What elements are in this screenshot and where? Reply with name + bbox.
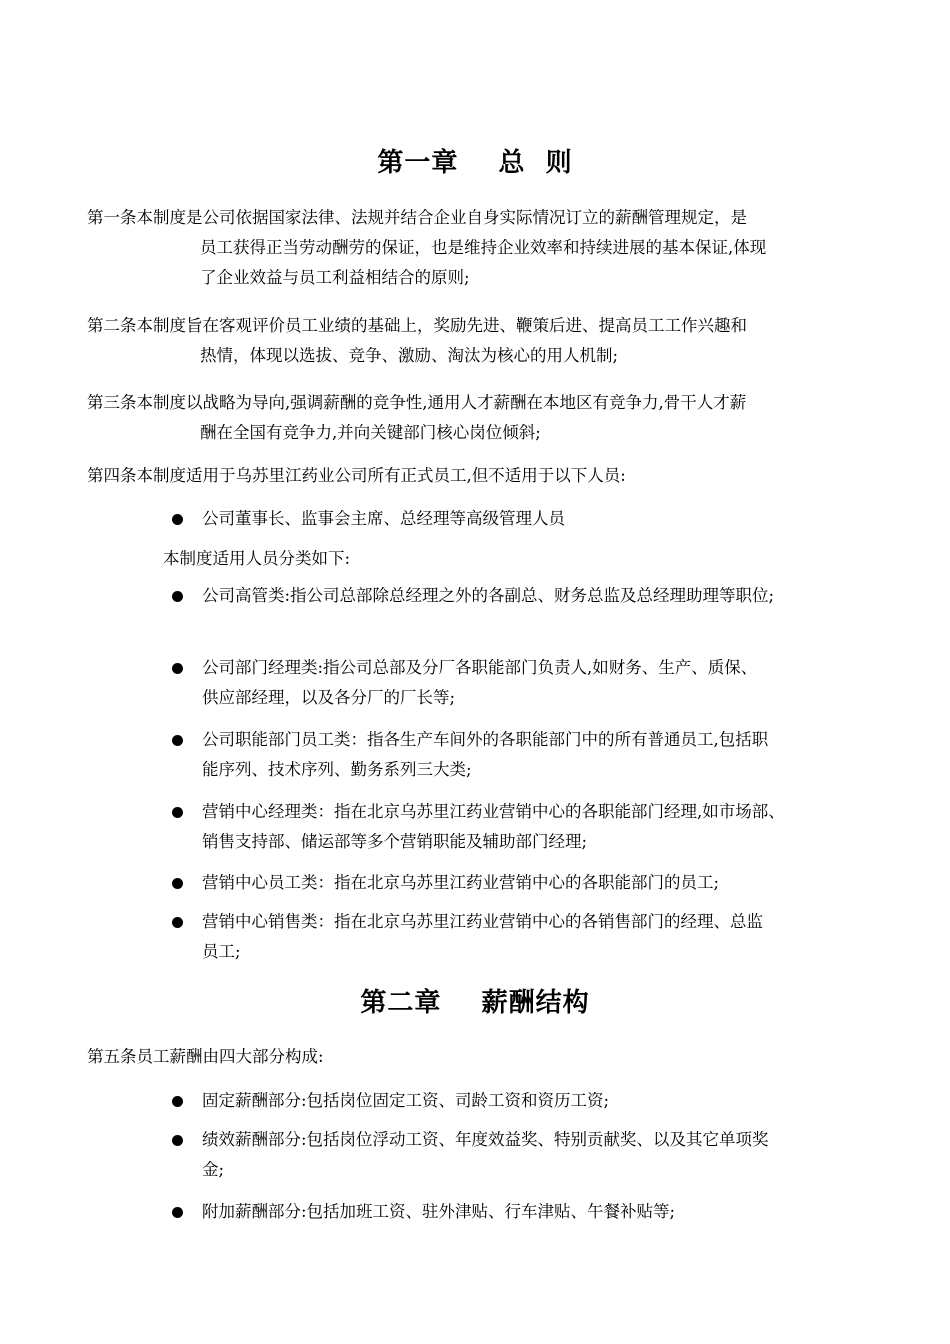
bullet-dot — [172, 878, 183, 889]
list-item-text: 员工; — [202, 942, 241, 961]
chapter-1-title: 第一章 总 则 — [377, 148, 573, 178]
list-item-text: 公司部门经理类:指公司总部及分厂各职能部门负责人,如财务、生产、质保、 — [202, 658, 758, 677]
article-4-line-1: 第四条本制度适用于乌苏里江药业公司所有正式员工,但不适用于以下人员: — [87, 466, 626, 485]
bullet-dot — [172, 591, 183, 602]
article-2-line-2: 热情，体现以选拔、竞争、激励、淘汰为核心的用人机制; — [200, 346, 619, 365]
chapter-2-title: 第二章 薪酬结构 — [360, 988, 590, 1018]
list-item-text: 能序列、技术序列、勤务系列三大类; — [202, 760, 472, 779]
article-5 — [87, 1042, 877, 1072]
list-item-text: 营销中心员工类：指在北京乌苏里江药业营销中心的各职能部门的员工; — [202, 873, 720, 892]
list-item-text: 公司高管类:指公司总部除总经理之外的各副总、财务总监及总经理助理等职位; — [202, 586, 775, 605]
article-2-line-1: 第二条本制度旨在客观评价员工业绩的基础上，奖励先进、鞭策后进、提高员工工作兴趣和 — [87, 316, 747, 335]
list-item-text: 绩效薪酬部分:包括岗位浮动工资、年度效益奖、特别贡献奖、以及其它单项奖 — [202, 1130, 769, 1149]
list-item-text: 公司职能部门员工类：指各生产车间外的各职能部门中的所有普通员工,包括职 — [202, 730, 769, 749]
article-1-line-2: 员工获得正当劳动酬劳的保证，也是维持企业效率和持续进展的基本保证,体现 — [200, 238, 767, 257]
article-4 — [87, 461, 877, 491]
article-3-line-2: 酬在全国有竞争力,并向关键部门核心岗位倾斜; — [200, 423, 541, 442]
category-intro: 本制度适用人员分类如下: — [163, 549, 351, 568]
bullet-dot — [172, 917, 183, 928]
list-item-text: 公司董事长、监事会主席、总经理等高级管理人员 — [202, 509, 565, 528]
bullet-dot — [172, 514, 183, 525]
bullet-dot — [172, 807, 183, 818]
article-1-line-3: 了企业效益与员工利益相结合的原则; — [200, 268, 470, 287]
list-item-text: 营销中心销售类：指在北京乌苏里江药业营销中心的各销售部门的经理、总监 — [202, 912, 763, 931]
list-item-text: 销售支持部、储运部等多个营销职能及辅助部门经理; — [202, 832, 588, 851]
list-item-text: 金; — [202, 1160, 225, 1179]
bullet-dot — [172, 1207, 183, 1218]
article-5-line-1: 第五条员工薪酬由四大部分构成: — [87, 1047, 324, 1066]
article-2 — [87, 311, 877, 371]
article-3 — [87, 388, 877, 448]
bullet-dot — [172, 1096, 183, 1107]
bullet-dot — [172, 663, 183, 674]
list-item-text: 附加薪酬部分:包括加班工资、驻外津贴、行车津贴、午餐补贴等; — [202, 1202, 676, 1221]
article-3-line-1: 第三条本制度以战略为导向,强调薪酬的竞争性,通用人才薪酬在本地区有竞争力,骨干人才薪 — [87, 393, 747, 412]
bullet-dot — [172, 1135, 183, 1146]
list-item-text: 固定薪酬部分:包括岗位固定工资、司龄工资和资历工资; — [202, 1091, 610, 1110]
list-item-text: 营销中心经理类：指在北京乌苏里江药业营销中心的各职能部门经理,如市场部、 — [202, 802, 785, 821]
article-1 — [87, 203, 877, 293]
article-1-line-1: 第一条本制度是公司依据国家法律、法规并结合企业自身实际情况订立的薪酬管理规定，是 — [87, 208, 747, 227]
bullet-dot — [172, 735, 183, 746]
list-item-text: 供应部经理，以及各分厂的厂长等; — [202, 688, 456, 707]
